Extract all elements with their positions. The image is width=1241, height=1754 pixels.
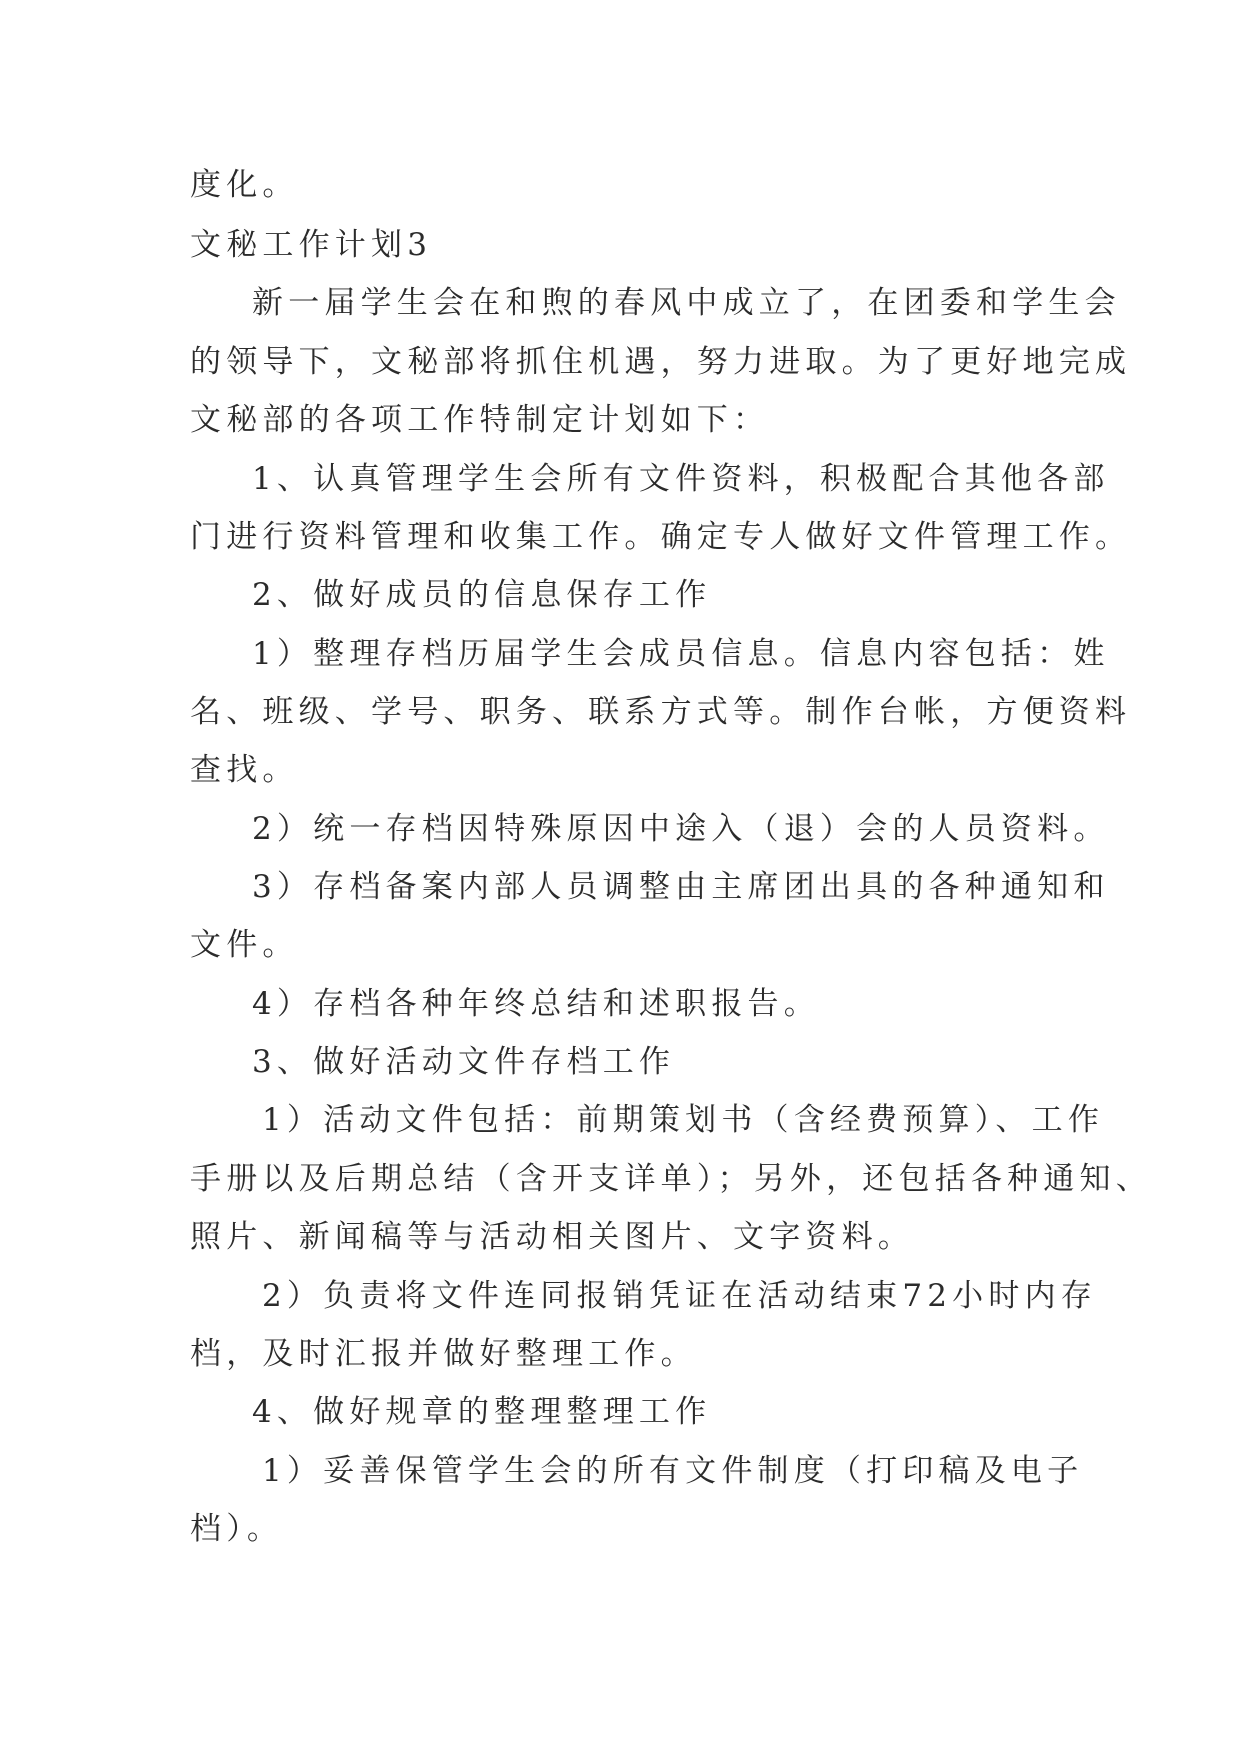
sub-item-2-1: 1）整理存档历届学生会成员信息。信息内容包括：姓 <box>252 636 1110 672</box>
sub-item-2-1-cont: 名、班级、学号、职务、联系方式等。制作台帐，方便资料 <box>190 694 1132 730</box>
list-item-2: 2、做好成员的信息保存工作 <box>252 577 712 613</box>
list-item-4: 4、做好规章的整理整理工作 <box>252 1394 712 1430</box>
paragraph-continuation: 度化。 <box>190 167 299 203</box>
list-item-1: 1、认真管理学生会所有文件资料，积极配合其他各部 <box>252 461 1110 497</box>
sub-item-2-3-cont: 文件。 <box>190 927 299 963</box>
sub-item-2-1-cont: 查找。 <box>190 752 299 788</box>
sub-item-2-3: 3）存档备案内部人员调整由主席团出具的各种通知和 <box>252 869 1110 905</box>
sub-item-3-1-cont: 照片、新闻稿等与活动相关图片、文字资料。 <box>190 1219 914 1255</box>
list-item-1-cont: 门进行资料管理和收集工作。确定专人做好文件管理工作。 <box>190 519 1132 555</box>
sub-item-2-4: 4）存档各种年终总结和述职报告。 <box>252 986 820 1022</box>
section-heading: 文秘工作计划3 <box>190 227 433 263</box>
intro-paragraph-line: 新一届学生会在和煦的春风中成立了，在团委和学生会 <box>252 285 1121 321</box>
sub-item-3-2-cont: 档，及时汇报并做好整理工作。 <box>190 1336 697 1372</box>
intro-paragraph-line: 的领导下，文秘部将抓住机遇，努力进取。为了更好地完成 <box>190 344 1132 380</box>
sub-item-3-1: 1）活动文件包括：前期策划书（含经费预算）、工作 <box>262 1102 1105 1138</box>
sub-item-4-1-cont: 档）。 <box>190 1511 284 1547</box>
list-item-3: 3、做好活动文件存档工作 <box>252 1044 676 1080</box>
sub-item-4-1: 1）妥善保管学生会的所有文件制度（打印稿及电子 <box>262 1453 1084 1489</box>
intro-paragraph-line: 文秘部的各项工作特制定计划如下： <box>190 402 770 438</box>
sub-item-2-2: 2）统一存档因特殊原因中途入（退）会的人员资料。 <box>252 811 1110 847</box>
sub-item-3-1-cont: 手册以及后期总结（含开支详单）；另外，还包括各种通知、 <box>190 1161 1152 1197</box>
sub-item-3-2: 2）负责将文件连同报销凭证在活动结束72小时内存 <box>262 1278 1097 1314</box>
